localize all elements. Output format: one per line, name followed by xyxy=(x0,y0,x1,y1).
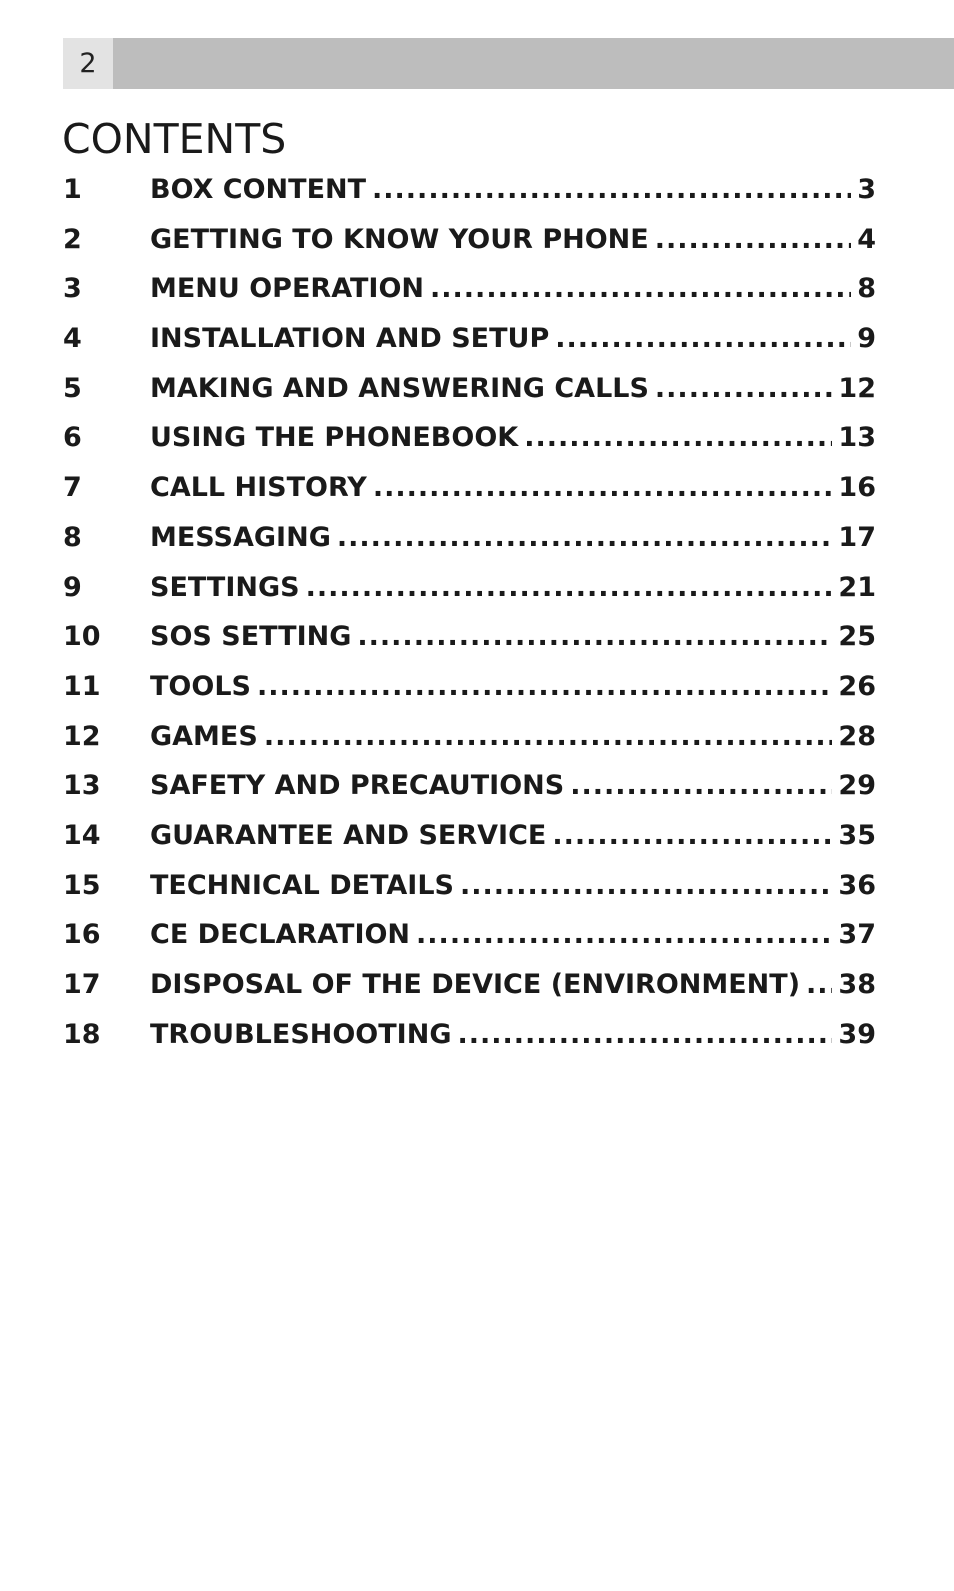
toc-entry-label: INSTALLATION AND SETUP xyxy=(150,323,550,355)
toc-entry-page: 17 xyxy=(838,521,876,553)
toc-entry[interactable] xyxy=(63,671,876,721)
toc-entry[interactable] xyxy=(63,323,876,373)
toc-entry-label: BOX CONTENT xyxy=(150,174,367,205)
page-number: 2 xyxy=(63,38,113,89)
toc-dot-leader xyxy=(570,770,832,801)
toc-entry-number: 14 xyxy=(63,819,101,851)
toc-entry[interactable] xyxy=(63,870,876,920)
toc-dot-leader xyxy=(357,621,832,652)
toc-dot-leader xyxy=(373,472,833,503)
toc-entry-label: SAFETY AND PRECAUTIONS xyxy=(150,770,565,802)
toc-entry-number: 4 xyxy=(63,323,82,355)
header-bar xyxy=(63,38,954,89)
toc-entry-number: 17 xyxy=(63,969,101,1000)
toc-dot-leader xyxy=(460,870,832,901)
table-of-contents xyxy=(63,174,876,1068)
toc-entry-number: 12 xyxy=(63,720,101,752)
toc-entry-number: 5 xyxy=(63,372,82,404)
toc-dot-leader xyxy=(457,1019,832,1050)
toc-entry-label: DISPOSAL OF THE DEVICE (ENVIRONMENT) xyxy=(150,969,801,1000)
toc-dot-leader xyxy=(372,174,851,205)
toc-dot-leader xyxy=(416,919,832,950)
toc-entry-number: 9 xyxy=(63,571,82,603)
toc-entry[interactable] xyxy=(63,174,876,224)
toc-entry-page: 26 xyxy=(838,670,876,702)
toc-entry-number: 6 xyxy=(63,422,82,454)
toc-entry-page: 8 xyxy=(857,273,876,305)
toc-entry-label: USING THE PHONEBOOK xyxy=(150,422,519,454)
toc-entry-page: 25 xyxy=(838,621,876,653)
toc-entry[interactable] xyxy=(63,472,876,522)
toc-entry-label: CE DECLARATION xyxy=(150,919,411,951)
toc-entry-page: 3 xyxy=(857,174,876,205)
toc-entry-page: 38 xyxy=(838,969,876,1000)
toc-entry[interactable] xyxy=(63,273,876,323)
toc-entry-page: 35 xyxy=(838,819,876,851)
toc-entry-number: 11 xyxy=(63,670,101,702)
toc-dot-leader xyxy=(806,969,832,1000)
toc-entry-page: 36 xyxy=(838,869,876,901)
toc-entry-page: 29 xyxy=(838,770,876,802)
toc-entry-page: 4 xyxy=(857,223,876,255)
toc-dot-leader xyxy=(430,273,851,304)
toc-entry-number: 15 xyxy=(63,869,101,901)
toc-dot-leader xyxy=(555,323,851,354)
toc-entry[interactable] xyxy=(63,522,876,572)
toc-dot-leader xyxy=(337,522,833,553)
toc-entry-number: 13 xyxy=(63,770,101,802)
toc-dot-leader xyxy=(655,224,851,255)
toc-entry[interactable] xyxy=(63,422,876,472)
toc-entry[interactable] xyxy=(63,969,876,1019)
toc-entry-number: 8 xyxy=(63,521,82,553)
toc-entry-page: 28 xyxy=(838,720,876,752)
toc-entry[interactable] xyxy=(63,224,876,274)
toc-entry-number: 16 xyxy=(63,919,101,951)
toc-entry-label: GETTING TO KNOW YOUR PHONE xyxy=(150,223,649,255)
toc-entry-page: 9 xyxy=(857,323,876,355)
toc-dot-leader xyxy=(655,373,833,404)
toc-entry-label: TOOLS xyxy=(150,670,251,702)
toc-entry-label: SOS SETTING xyxy=(150,621,352,653)
toc-entry[interactable] xyxy=(63,919,876,969)
toc-entry[interactable] xyxy=(63,572,876,622)
toc-dot-leader xyxy=(264,721,833,752)
toc-entry-number: 18 xyxy=(63,1018,101,1050)
toc-entry-label: MENU OPERATION xyxy=(150,273,425,305)
toc-entry-number: 1 xyxy=(63,174,82,205)
toc-entry[interactable] xyxy=(63,721,876,771)
toc-entry-label: TECHNICAL DETAILS xyxy=(150,869,455,901)
toc-entry-number: 7 xyxy=(63,472,82,504)
toc-entry-page: 39 xyxy=(838,1018,876,1050)
toc-dot-leader xyxy=(257,671,832,702)
toc-entry[interactable] xyxy=(63,373,876,423)
toc-dot-leader xyxy=(552,820,832,851)
toc-entry-page: 12 xyxy=(838,372,876,404)
toc-entry-label: MESSAGING xyxy=(150,521,331,553)
toc-dot-leader xyxy=(306,572,833,603)
toc-entry[interactable] xyxy=(63,820,876,870)
toc-entry-page: 16 xyxy=(838,472,876,504)
toc-entry-number: 2 xyxy=(63,223,82,255)
toc-entry[interactable] xyxy=(63,1019,876,1069)
toc-entry-page: 21 xyxy=(838,571,876,603)
toc-entry-label: CALL HISTORY xyxy=(150,472,367,504)
toc-entry-page: 13 xyxy=(838,422,876,454)
toc-entry-label: SETTINGS xyxy=(150,571,300,603)
toc-entry[interactable] xyxy=(63,770,876,820)
toc-entry-number: 10 xyxy=(63,621,101,653)
toc-entry[interactable] xyxy=(63,621,876,671)
toc-entry-page: 37 xyxy=(838,919,876,951)
toc-dot-leader xyxy=(524,422,832,453)
toc-entry-label: MAKING AND ANSWERING CALLS xyxy=(150,372,649,404)
toc-entry-label: GUARANTEE AND SERVICE xyxy=(150,819,547,851)
toc-entry-number: 3 xyxy=(63,273,82,305)
toc-entry-label: TROUBLESHOOTING xyxy=(150,1018,452,1050)
toc-entry-label: GAMES xyxy=(150,720,258,752)
page-title: CONTENTS xyxy=(62,115,287,163)
